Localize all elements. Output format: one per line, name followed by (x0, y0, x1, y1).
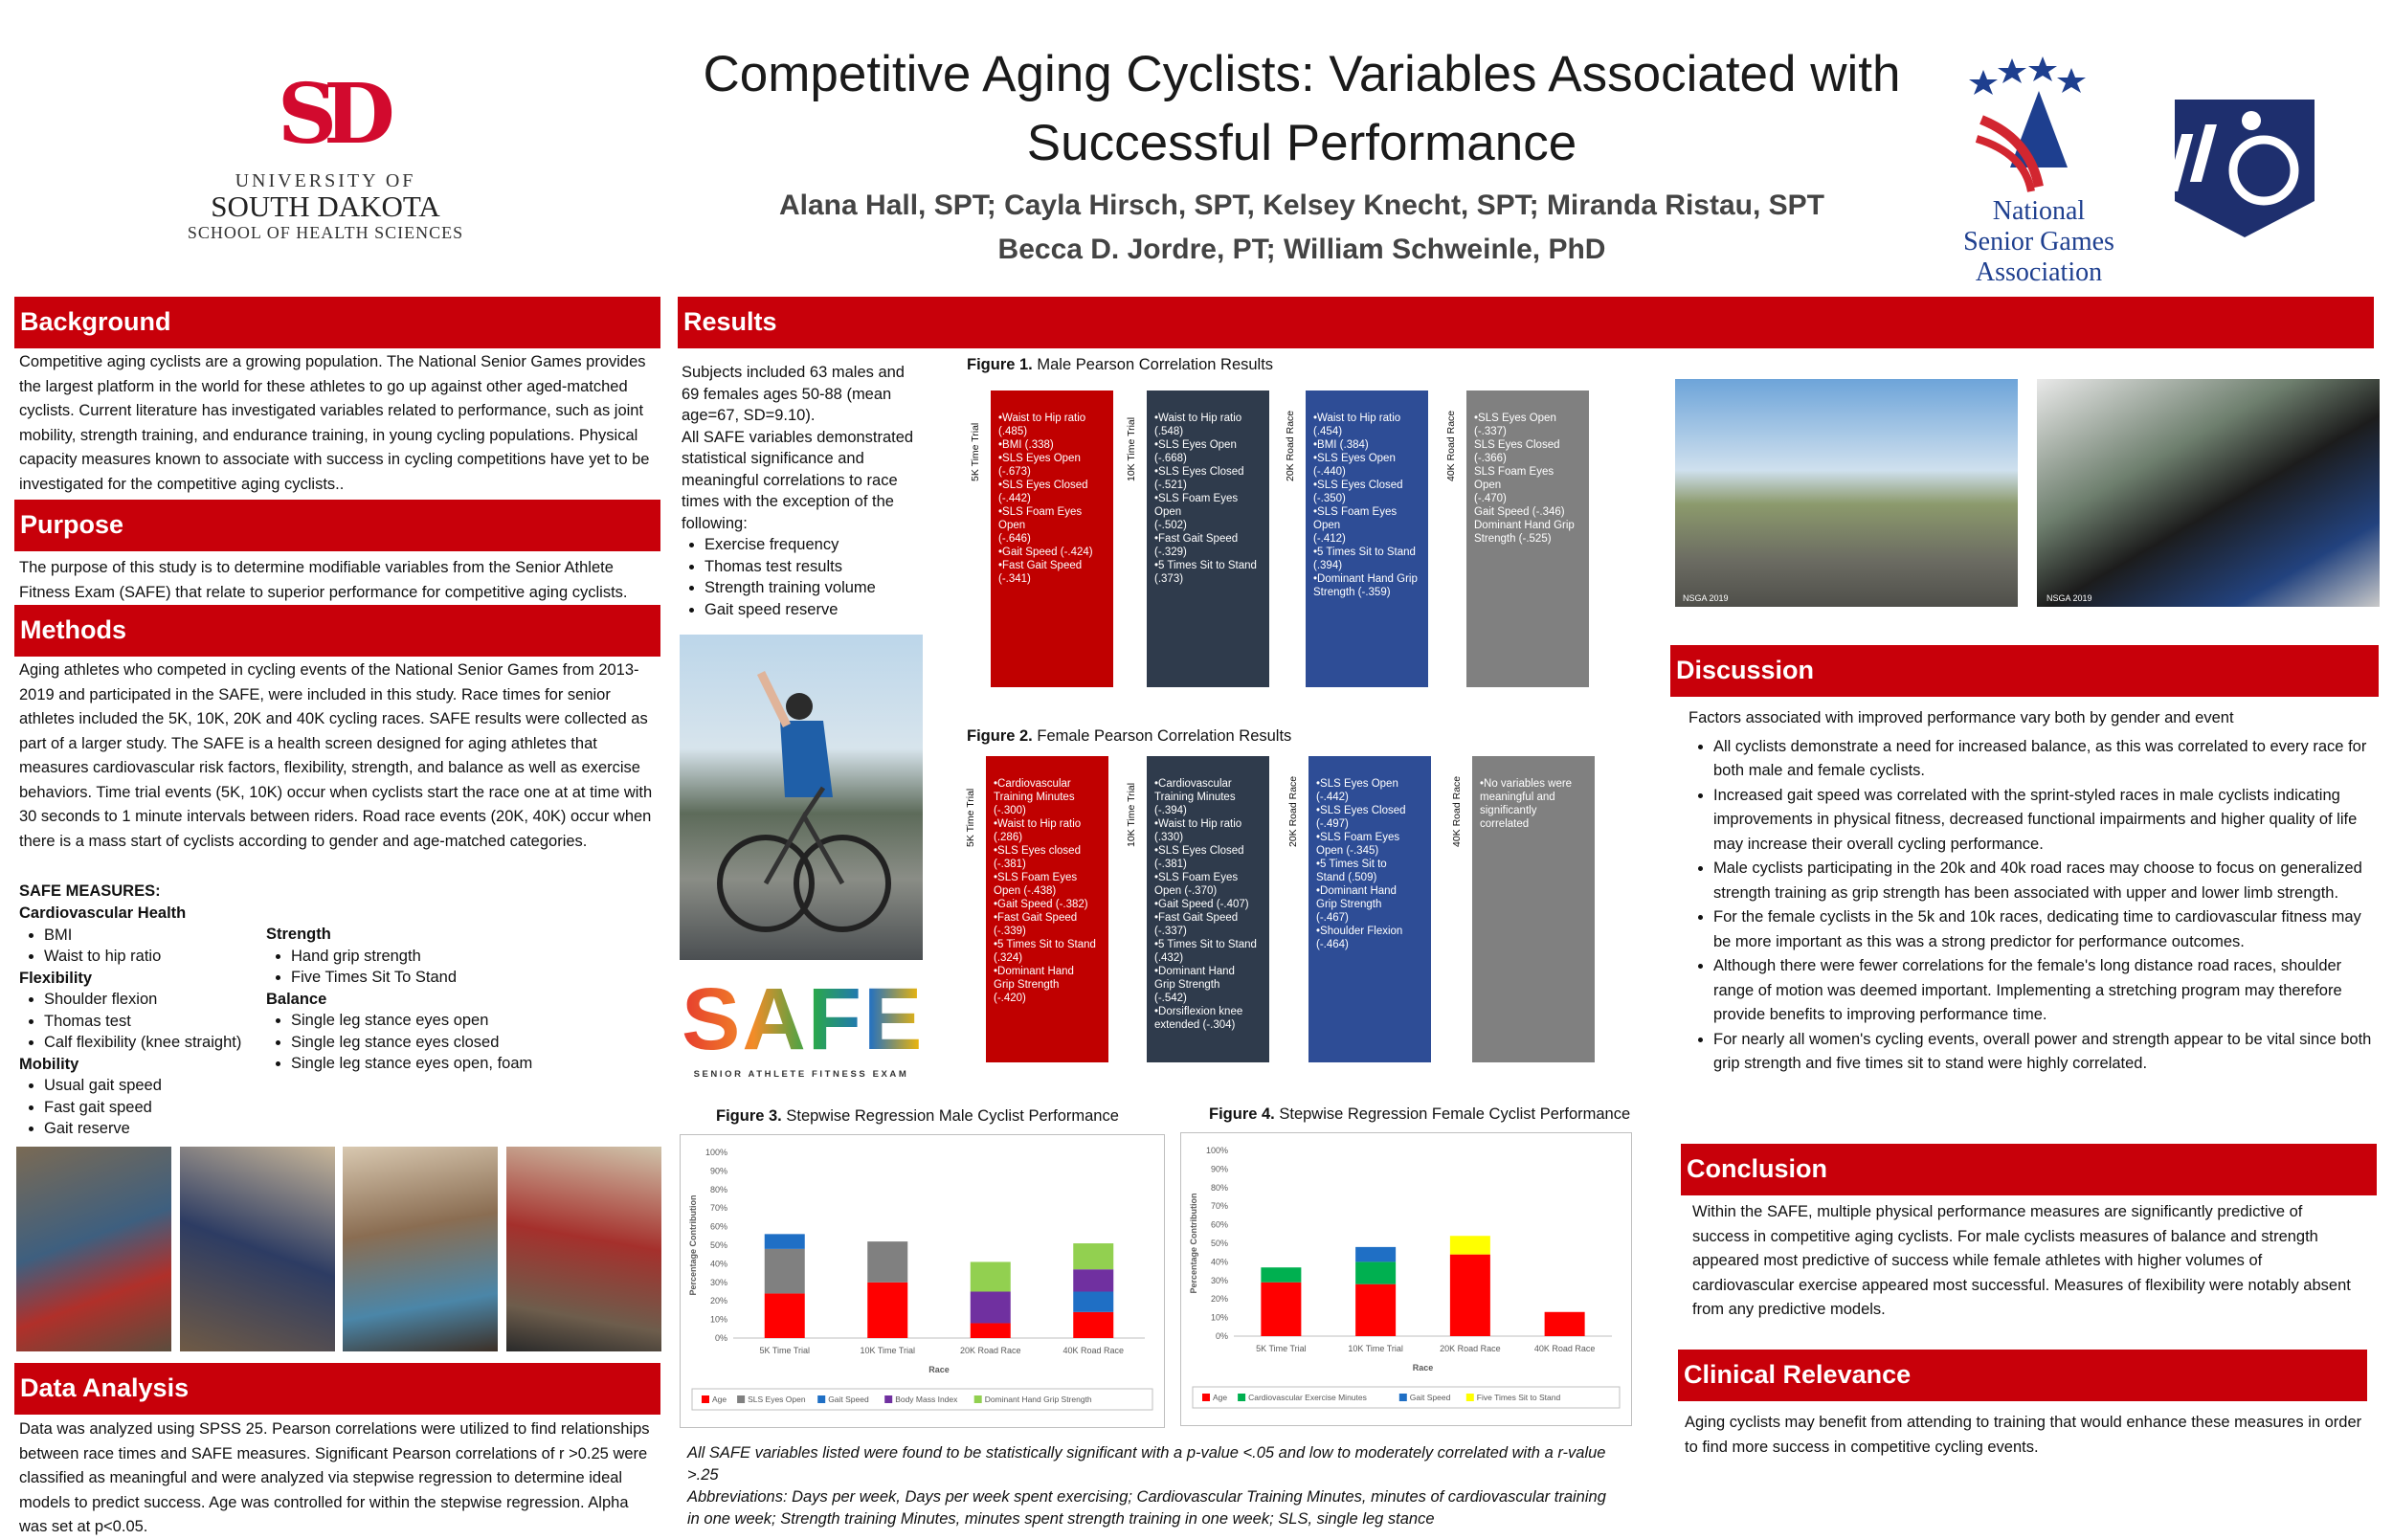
measure-item: • Usual gait speed (44, 1075, 268, 1097)
safe-measures-left (19, 903, 268, 1140)
y-tick-label: 30% (709, 1277, 727, 1287)
race-label: 10K Time Trial (1126, 416, 1137, 481)
bar-segment (1073, 1269, 1113, 1291)
discussion-item: • Male cyclists participating in the 20k and 40k road races may choose to focus on generalized strength training as grip strength has been associated with upper and lower limb strength. (1713, 857, 2374, 905)
photo-testing-1 (16, 1147, 171, 1351)
safe-measures-title: SAFE MEASURES: (19, 882, 161, 900)
bar-segment (1355, 1261, 1396, 1283)
discussion-item: • For the female cyclists in the 5k and 10k races, dedicating time to cardiovascular fitness may be more important as this was a strong predictor for performance outcomes. (1713, 905, 2374, 954)
bar-segment (1073, 1312, 1113, 1338)
discussion-item: • For nearly all women's cycling events, overall power and strength appear to be vital since both grip strength and five times sit to stand were highly correlated. (1713, 1028, 2374, 1077)
bar-segment (971, 1261, 1011, 1291)
y-tick-label: 90% (709, 1166, 727, 1176)
figure4-caption (1209, 1105, 1630, 1124)
bar-segment (867, 1241, 907, 1283)
legend-label: Five Times Sit to Stand (1476, 1393, 1561, 1402)
y-tick-label: 0% (714, 1333, 727, 1343)
figure3-label: Figure 3. (716, 1107, 782, 1125)
race-label: 20K Road Race (1285, 410, 1296, 481)
y-tick-label: 60% (709, 1221, 727, 1232)
nsga-star-icon (1943, 53, 2135, 196)
footnote-significance: All SAFE variables listed were found to be statistically significant with a p-value <.05 and low to moderately correlated with a r-value >.25 (687, 1444, 1606, 1484)
conclusion-text: Within the SAFE, multiple physical performance measures are significantly predictive of success in competitive aging cyclists. For male cyclists measures of balance and strength appeared most predictive of success while female athletes with higher volumes of cardiovascular exercise appeared most successful. Measures of flexibility were notably absent from any predictive models. (1692, 1203, 2351, 1318)
discussion-body (1689, 706, 2374, 1077)
correlation-box: •Waist to Hip ratio (.485) •BMI (.338) •SLS Eyes Open (-.673) •SLS Eyes Closed (-.442) •SLS Foam Eyes Open (-.646) •Gait Speed (-.424) •Fast Gait Speed (-.341) (991, 391, 1113, 687)
clinical-relevance-text: Aging cyclists may benefit from attending to training that would enhance these measures in order to find more success in competitive cycling events. (1685, 1414, 2362, 1456)
figure1-caption (967, 356, 1273, 374)
figure3-caption-text: Stepwise Regression Male Cyclist Performance (786, 1107, 1119, 1125)
measure-item: • Five Times Sit To Stand (291, 967, 553, 989)
figure1-caption-text: Male Pearson Correlation Results (1037, 356, 1274, 373)
bar-segment (1261, 1267, 1301, 1283)
y-tick-label: 40% (709, 1259, 727, 1269)
nsga-logo-line3: Association (1975, 257, 2103, 287)
measure-group-mobility: Mobility (19, 1055, 79, 1073)
results-intro (682, 362, 921, 620)
legend-swatch (702, 1395, 709, 1403)
authors-line2: Becca D. Jordre, PT; William Schweinle, PhD (997, 234, 1606, 265)
nsga-logo-line2: Senior Games (1963, 227, 2114, 257)
legend-swatch (1466, 1394, 1474, 1401)
x-tick-label: 20K Road Race (959, 1346, 1021, 1355)
safe-measures (19, 881, 660, 1137)
x-tick-label: 40K Road Race (1062, 1346, 1125, 1355)
nsga-logo (1943, 53, 2135, 292)
results-intro-text: Subjects included 63 males and 69 females ages 50-88 (mean age=67, SD=9.10). (682, 364, 905, 424)
y-tick-label: 80% (709, 1184, 727, 1194)
results-heading: Results (678, 297, 2374, 348)
background-heading: Background (14, 297, 660, 348)
correlation-box: •SLS Eyes Open (-.442) •SLS Eyes Closed (-.497) •SLS Foam Eyes Open (-.345) •5 Times Sit to Stand (.509) •Dominant Hand Grip Strength (-.467) •Shoulder Flexion (-.464) (1308, 756, 1431, 1062)
correlation-box: •Cardiovascular Training Minutes (-.300) •Waist to Hip ratio (.286) •SLS Eyes closed (-.381) •SLS Foam Eyes Open (-.438) •Gait Speed (-.382) •Fast Gait Speed (-.339) •5 Times Sit to Stand (.324) •Dominant Hand Grip Strength (-.420) (986, 756, 1108, 1062)
y-axis-label: Percentage Contribution (688, 1194, 698, 1296)
photo-testing-4 (506, 1147, 661, 1351)
legend-label: Gait Speed (828, 1395, 869, 1404)
methods-text: Aging athletes who competed in cycling events of the National Senior Games from 2013- 2019 and participated in the SAFE, were included in this study. Race times for senior athletes included the 5K, 10K, 20K and 40K cycling races. SAFE results were collected as part of a larger study. The SAFE is a health screen designed for aging athletes that measures cardiovascular risk factors, flexibility, strength, and balance as well as exercise behaviors. Time trial events (5K, 10K) occur when cyclists start the race one at at time with 30 seconds to 1 minute intervals between riders. Road race events (20K, 40K) occur when there is a mass start of cyclists according to gender and age-matched categories. (19, 661, 653, 850)
usd-logo (163, 67, 488, 249)
bar-segment (867, 1283, 907, 1338)
x-tick-label: 10K Time Trial (1348, 1344, 1403, 1353)
measure-item: • Thomas test (44, 1011, 268, 1033)
y-tick-label: 30% (1210, 1275, 1228, 1285)
correlation-box: •Waist to Hip ratio (.454) •BMI (.384) •SLS Eyes Open (-.440) •SLS Eyes Closed (-.350) •SLS Foam Eyes Open (-.412) •5 Times Sit to Stand (.394) •Dominant Hand Grip Strength (-.359) (1306, 391, 1428, 687)
bar-segment (971, 1292, 1011, 1324)
measure-group-strength: Strength (266, 926, 331, 943)
legend-swatch (817, 1395, 825, 1403)
y-tick-label: 100% (1205, 1146, 1228, 1155)
usd-logo-line1: UNIVERSITY OF (235, 170, 416, 191)
measure-group-cardio: Cardiovascular Health (19, 904, 187, 922)
legend-swatch (1399, 1394, 1407, 1401)
race-label: 10K Time Trial (1126, 782, 1137, 847)
bar-segment (1450, 1255, 1490, 1336)
discussion-intro: Factors associated with improved performance vary both by gender and event (1689, 709, 2234, 726)
bar-segment (765, 1293, 805, 1338)
measure-item: • Gait reserve (44, 1118, 268, 1140)
correlation-box: •Waist to Hip ratio (.548) •SLS Eyes Open (-.668) •SLS Eyes Closed (-.521) •SLS Foam Eyes Open (-.502) •Fast Gait Speed (-.329) •5 Times Sit to Stand (.373) (1147, 391, 1269, 687)
y-tick-label: 50% (709, 1240, 727, 1250)
race-label: 40K Road Race (1451, 775, 1463, 847)
measure-group-flexibility: Flexibility (19, 969, 93, 987)
bar-segment (971, 1323, 1011, 1338)
y-tick-label: 70% (1210, 1201, 1228, 1212)
figure3-caption (716, 1107, 1119, 1126)
bar-segment (1450, 1236, 1490, 1254)
x-axis-label: Race (928, 1365, 950, 1374)
y-tick-label: 100% (704, 1148, 727, 1157)
x-axis-label: Race (1412, 1363, 1434, 1373)
photo-cycling-race (1675, 379, 2018, 607)
usd-logo-line2: SOUTH DAKOTA (211, 190, 440, 223)
x-tick-label: 5K Time Trial (759, 1346, 811, 1355)
race-label: 20K Road Race (1287, 775, 1299, 847)
legend-swatch (884, 1395, 892, 1403)
exception-item: • Thomas test results (704, 556, 921, 578)
y-tick-label: 10% (1210, 1312, 1228, 1323)
conclusion-heading: Conclusion (1681, 1144, 2377, 1195)
safe-logo (682, 971, 925, 1086)
legend-label: Age (712, 1395, 727, 1404)
safe-measures-right (266, 903, 553, 1075)
discussion-item: • All cyclists demonstrate a need for increased balance, as this was correlated to every race for both male and female cyclists. (1713, 735, 2374, 784)
purpose-text: The purpose of this study is to determine modifiable variables from the Senior Athlete Fitness Exam (SAFE) that relate to superior performance for competitive aging cyclists. (19, 559, 628, 601)
y-tick-label: 20% (709, 1296, 727, 1306)
y-tick-label: 20% (1210, 1294, 1228, 1305)
y-tick-label: 70% (709, 1203, 727, 1214)
bar-segment (1545, 1312, 1585, 1336)
background-text: Competitive aging cyclists are a growing population. The National Senior Games provides the largest platform in the world for these athletes to go up against other aged-matched cyclists. Current literature has investigated variables related to performance, such as joint mobility, strength training, and endurance training, in young cycling populations. Physical capacity measures known to associate with success in cycling competitions have yet to be investigated for the competitive aging cyclists.. (19, 353, 650, 493)
cyclist-silhouette-icon (680, 635, 923, 960)
nsga-logo-line1: National (1992, 196, 2086, 226)
figure4-chart-box (1180, 1132, 1632, 1426)
photo-testing-2 (180, 1147, 335, 1351)
figure4-caption-text: Stepwise Regression Female Cyclist Performance (1279, 1105, 1631, 1123)
measure-item: • BMI (44, 925, 268, 947)
data-analysis-text: Data was analyzed using SPSS 25. Pearson correlations were utilized to find relationships between race times and SAFE measures. Significant Pearson correlations of r >0.25 were classified as meaningful and were analyzed via stepwise regression to determine ideal models to predict success. Age was controlled for within the stepwise regression. Alpha was set at p<0.05. (19, 1420, 650, 1535)
measure-item: • Calf flexibility (knee straight) (44, 1032, 268, 1054)
figure3-chart-box (680, 1134, 1165, 1428)
race-label: 5K Time Trial (970, 422, 981, 481)
footnote-abbreviations: Abbreviations: Days per week, Days per week spent exercising; Cardiovascular Training Minutes, minutes of cardiovascular training in one week; Strength training Minutes, minutes spent strength training in one week; SLS, single leg stance (687, 1488, 1606, 1528)
discussion-item: • Although there were fewer correlations for the female's long distance road races, shoulder range of motion was deemed important. Implementing a stretching program may therefore provide benefits to improving performance time. (1713, 954, 2374, 1028)
bar-segment (765, 1249, 805, 1294)
safe-logo-subtitle: SENIOR ATHLETE FITNESS EXAM (693, 1069, 909, 1080)
methods-heading: Methods (14, 605, 660, 657)
legend-label: Cardiovascular Exercise Minutes (1248, 1393, 1367, 1402)
photo-caption-right: NSGA 2019 (2046, 593, 2092, 603)
photo-testing-3 (343, 1147, 498, 1351)
bar-segment (1073, 1292, 1113, 1312)
results-intro-text2: All SAFE variables demonstrated statistical significance and meaningful correlations to race times with the exception of the following: (682, 428, 914, 532)
race-label: 40K Road Race (1445, 410, 1457, 481)
bar-segment (1355, 1284, 1396, 1336)
measure-group-balance: Balance (266, 990, 327, 1008)
discussion-item: • Increased gait speed was correlated with the sprint-styled races in male cyclists indicating improvements in physical fitness, decreased functional impairments and higher quality of life may increase their overall cycling performance. (1713, 784, 2374, 858)
photo-cyclist-finish (680, 635, 923, 960)
legend-label: Dominant Hand Grip Strength (984, 1395, 1092, 1404)
measure-item: • Fast gait speed (44, 1097, 268, 1119)
figure4-label: Figure 4. (1209, 1105, 1275, 1123)
photo-caption-left: NSGA 2019 (1683, 593, 1729, 603)
bar-segment (1073, 1243, 1113, 1269)
legend-label: SLS Eyes Open (748, 1395, 806, 1404)
y-axis-label: Percentage Contribution (1189, 1193, 1198, 1294)
usd-logo-mark: SD (278, 66, 382, 163)
legend-swatch (1238, 1394, 1245, 1401)
figure3-chart (681, 1135, 1164, 1427)
legend-label: Age (1213, 1393, 1228, 1402)
measure-item: • Single leg stance eyes open (291, 1010, 553, 1032)
safe-logo-text: SAFE (682, 971, 925, 1068)
x-tick-label: 20K Road Race (1440, 1344, 1501, 1353)
discussion-heading: Discussion (1670, 645, 2379, 697)
y-tick-label: 0% (1215, 1331, 1228, 1341)
measure-item: • Shoulder flexion (44, 989, 268, 1011)
figure2-caption-text: Female Pearson Correlation Results (1037, 727, 1292, 745)
bar-segment (1261, 1283, 1301, 1336)
poster-title-line1: Competitive Aging Cyclists: Variables Associated with (703, 46, 1901, 102)
race-label: 5K Time Trial (965, 788, 976, 847)
figure4-chart (1181, 1133, 1631, 1425)
authors-line1: Alana Hall, SPT; Cayla Hirsch, SPT, Kelsey Knecht, SPT; Miranda Ristau, SPT (779, 190, 1824, 221)
poster-title-line2: Successful Performance (1026, 115, 1577, 171)
legend-swatch (737, 1395, 745, 1403)
legend-label: Gait Speed (1409, 1393, 1451, 1402)
exception-item: • Strength training volume (704, 577, 921, 599)
correlation-box: •SLS Eyes Open (-.337) SLS Eyes Closed (-.366) SLS Foam Eyes Open (-.470) Gait Speed (-.346) Dominant Hand Grip Strength (-.525) (1466, 391, 1589, 687)
y-tick-label: 40% (1210, 1257, 1228, 1267)
figure2-label: Figure 2. (967, 727, 1033, 745)
y-tick-label: 90% (1210, 1164, 1228, 1174)
correlation-box: •Cardiovascular Training Minutes (-.394) •Waist to Hip ratio (.330) •SLS Eyes Closed (-.381) •SLS Foam Eyes Open (-.370) •Gait Speed (-.407) •Fast Gait Speed (-.337) •5 Times Sit to Stand (.432) •Dominant Hand Grip Strength (-.542) •Dorsiflexion knee extended (-.304) (1147, 756, 1269, 1062)
data-analysis-heading: Data Analysis (14, 1363, 660, 1415)
correlation-box: •No variables were meaningful and significantly correlated (1472, 756, 1595, 1062)
bar-segment (765, 1234, 805, 1249)
purpose-heading: Purpose (14, 500, 660, 551)
exception-item: • Exercise frequency (704, 534, 921, 556)
bar-segment (1355, 1247, 1396, 1262)
y-tick-label: 10% (709, 1314, 727, 1325)
legend-swatch (974, 1395, 982, 1403)
photo-cyclists-hug (2037, 379, 2380, 607)
measure-item: • Waist to hip ratio (44, 946, 268, 968)
y-tick-label: 60% (1210, 1219, 1228, 1230)
usd-logo-line3: SCHOOL OF HEALTH SCIENCES (187, 223, 464, 242)
x-tick-label: 40K Road Race (1533, 1344, 1596, 1353)
legend-label: Body Mass Index (895, 1395, 958, 1404)
cyclist-shield-icon (2173, 96, 2316, 239)
figure2-caption (967, 727, 1291, 746)
legend-swatch (1202, 1394, 1210, 1401)
exception-item: • Gait speed reserve (704, 599, 921, 621)
measure-item: • Single leg stance eyes open, foam (291, 1053, 553, 1075)
figure1-label: Figure 1. (967, 356, 1033, 373)
y-tick-label: 50% (1210, 1239, 1228, 1248)
cycling-emblem (2173, 96, 2316, 239)
clinical-relevance-heading: Clinical Relevance (1678, 1350, 2367, 1401)
measure-item: • Hand grip strength (291, 946, 553, 968)
x-tick-label: 5K Time Trial (1256, 1344, 1307, 1353)
y-tick-label: 80% (1210, 1182, 1228, 1193)
x-tick-label: 10K Time Trial (860, 1346, 916, 1355)
measure-item: • Single leg stance eyes closed (291, 1032, 553, 1054)
